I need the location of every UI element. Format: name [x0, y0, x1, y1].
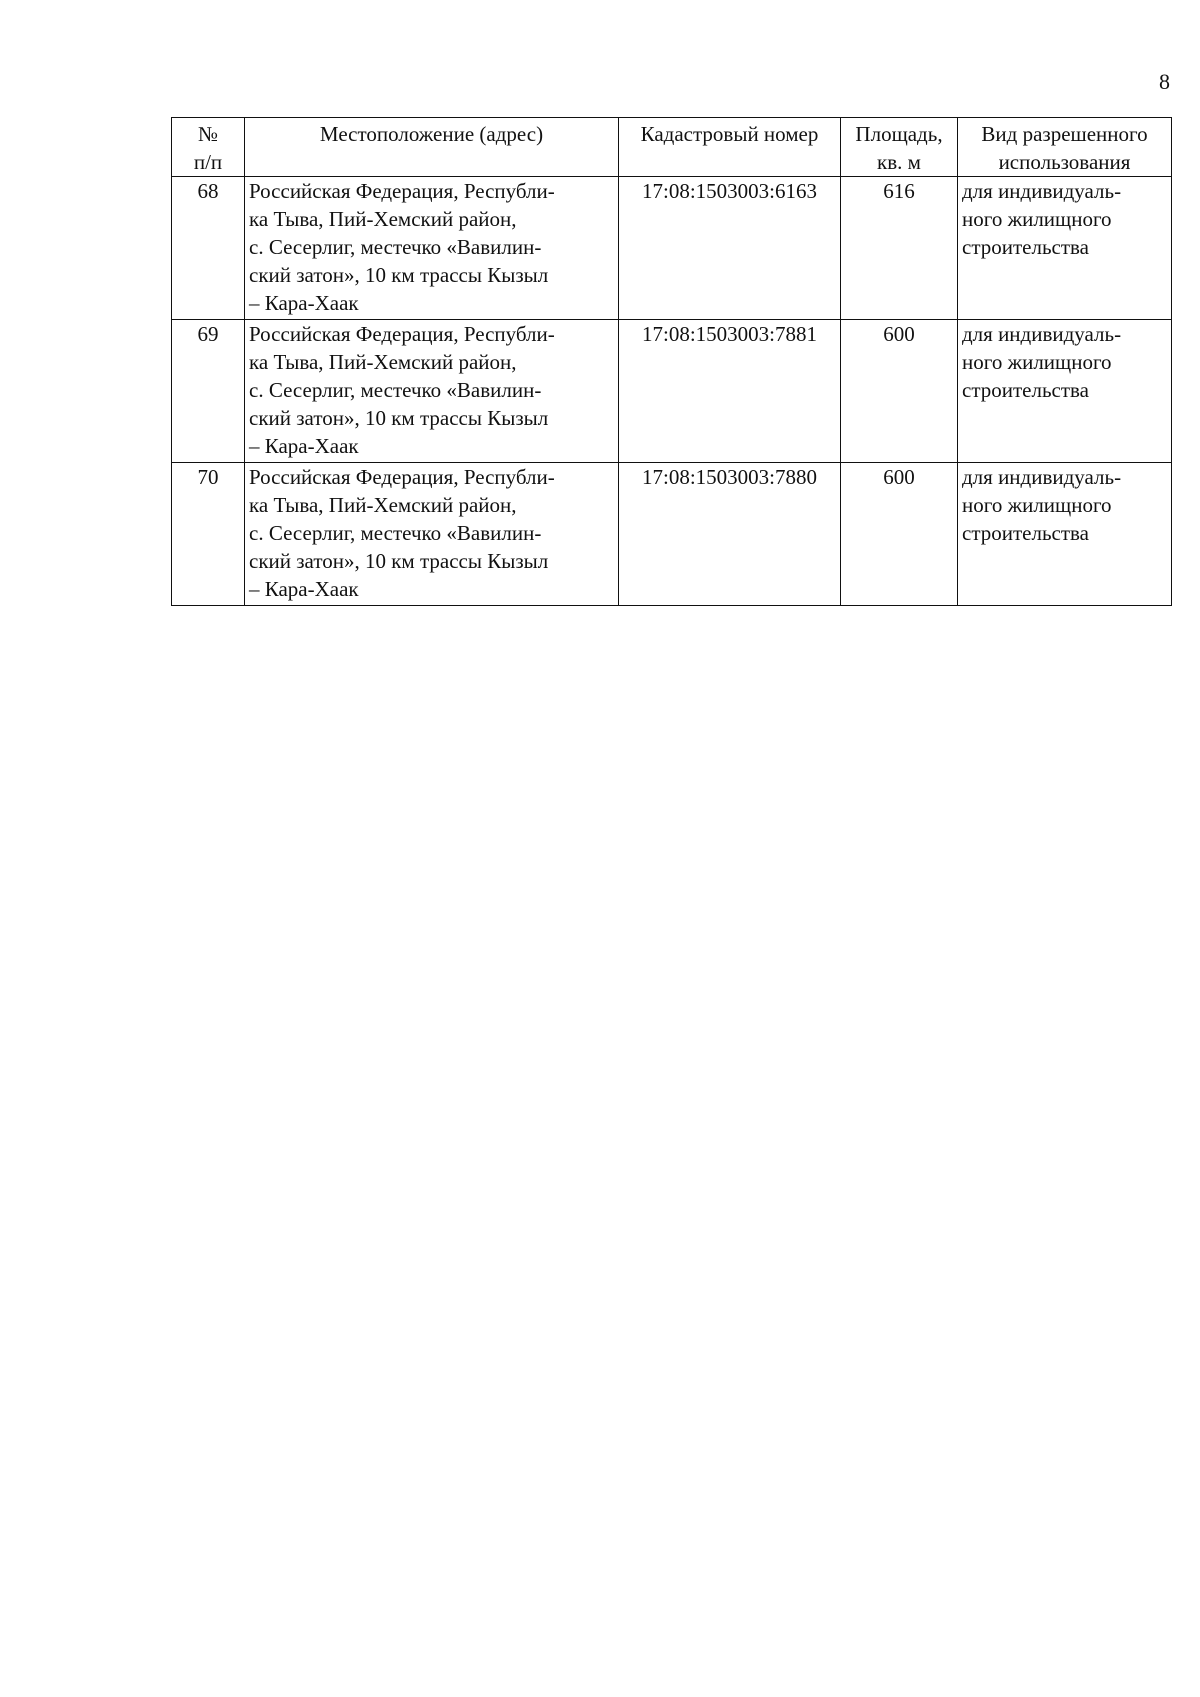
row-area: 600	[841, 463, 958, 606]
page-number: 8	[1159, 69, 1170, 94]
header-num: № п/п	[172, 118, 245, 177]
land-plots-table	[171, 117, 1172, 606]
row-cadastral-number: 17:08:1503003:6163	[619, 177, 841, 320]
table-header-row	[172, 118, 1172, 177]
row-cadastral-number: 17:08:1503003:7881	[619, 320, 841, 463]
table-row	[172, 177, 1172, 320]
row-cadastral-number: 17:08:1503003:7880	[619, 463, 841, 606]
row-num: 68	[172, 177, 245, 320]
row-num: 70	[172, 463, 245, 606]
row-area: 616	[841, 177, 958, 320]
row-area: 600	[841, 320, 958, 463]
table-row	[172, 463, 1172, 606]
row-permitted-use: для индивидуаль- ного жилищного строительства	[958, 320, 1172, 463]
row-address: Российская Федерация, Республи- ка Тыва, Пий-Хемский район, с. Сесерлиг, местечко «Вавилин- ский затон», 10 км трассы Кызыл – Кара-Хаак	[245, 320, 619, 463]
header-cadastral: Кадастровый номер	[619, 118, 841, 177]
row-permitted-use: для индивидуаль- ного жилищного строительства	[958, 177, 1172, 320]
header-area: Площадь, кв. м	[841, 118, 958, 177]
table-row	[172, 320, 1172, 463]
header-use: Вид разрешенного использования	[958, 118, 1172, 177]
row-num: 69	[172, 320, 245, 463]
row-address: Российская Федерация, Республи- ка Тыва, Пий-Хемский район, с. Сесерлиг, местечко «Вавилин- ский затон», 10 км трассы Кызыл – Кара-Хаак	[245, 177, 619, 320]
row-address: Российская Федерация, Республи- ка Тыва, Пий-Хемский район, с. Сесерлиг, местечко «Вавилин- ский затон», 10 км трассы Кызыл – Кара-Хаак	[245, 463, 619, 606]
row-permitted-use: для индивидуаль- ного жилищного строительства	[958, 463, 1172, 606]
header-address: Местоположение (адрес)	[245, 118, 619, 177]
